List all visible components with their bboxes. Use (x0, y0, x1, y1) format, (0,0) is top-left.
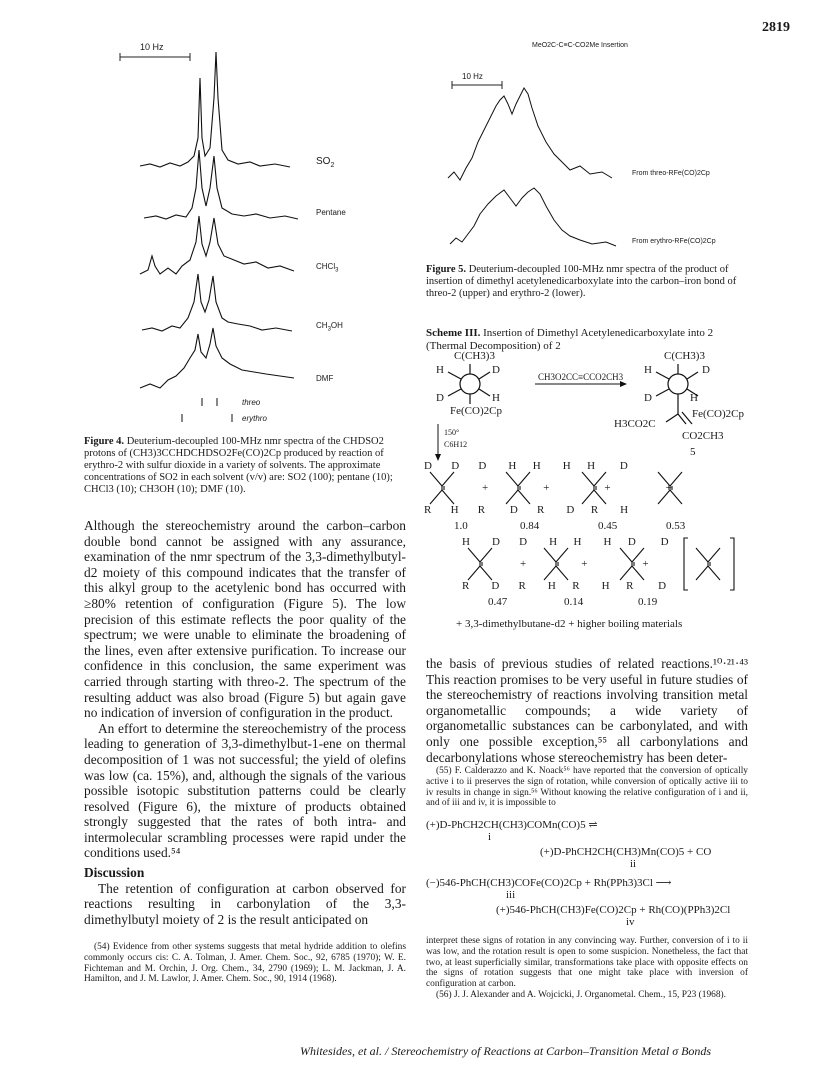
row2-ratio-3: 0.19 (638, 596, 658, 608)
figure5-caption-label: Figure 5. (426, 264, 467, 275)
right-newman-d-top: D (702, 364, 710, 376)
footnote-55-text-b: interpret these signs of rotation in any convincing way. Further, conversion of i to ii was low, and the rotation result is open to some suspicion. Nonetheless, the fact that two, at least superficially similar, transformations take place with opposite effects on the signs of rotation suggests that one might take place with inversion of configuration at carbon. (426, 936, 748, 990)
r1-atoms: D D D H H H H D (424, 460, 628, 472)
scheme3-title-label: Scheme III. (426, 327, 481, 339)
footnote-54-text: (54) Evidence from other systems suggests that metal hydride addition to olefins commonly occurs cis: C. A. Tolman, J. Amer. Chem. Soc., 92, 6785 (1970); W. E. Fichteman and M. Orchin, J. Org. Chem., 34, 2790 (1969); L. M. Jackman, J. A. Hamilton, and J. M. Lawlor, J. Amer. Chem. Soc., 90, 1914 (1968). (84, 942, 406, 985)
row1-ratio-3: 0.45 (598, 520, 618, 532)
spectrum-dmf (140, 328, 294, 388)
left-para-3: The retention of configuration at carbon observed for reactions resulting in carbonylation of the 3,3-dimethylbutyl moiety of 2 is the result anticipated on (84, 880, 406, 927)
row1-ratio-2: 0.84 (520, 520, 540, 532)
left-newman-d-bot: D (436, 392, 444, 404)
condition-solvent: C6H12 (444, 440, 468, 449)
scheme3-reagent: CH3O2CC≡CCO2CH3 (538, 372, 624, 382)
right-newman-h: H (644, 364, 652, 376)
footnote-55 (426, 766, 748, 809)
trace-label-ch3oh: $CH_3OH$ (316, 321, 343, 333)
equation-3-text: (−)546-PhCH(CH3)COFe(CO)2Cp + Rh(PPh3)3Cl ⟶ (426, 877, 672, 889)
trace-label-dmf: DMF (316, 374, 334, 383)
trace-label-pentane: Pentane (316, 208, 346, 217)
right-newman-d-bot: D (644, 392, 652, 404)
r2-plus: + + + (520, 558, 649, 570)
left-newman-h: H (436, 364, 444, 376)
figure4-caption-label: Figure 4. (84, 436, 125, 447)
spectrum-ch3oh (142, 274, 292, 331)
footnote-54 (84, 942, 406, 985)
figure4-caption-text: Deuterium-decoupled 100-MHz nmr spectra of the CHDSO2 protons of (CH3)3CCHDCHDSO2Fe(CO)2Cp produced by reaction of erythro-2 with sulfur dioxide in a variety of solvents. The approximate concentrations of SO2 in each solvent (v/v) are: SO2 (100); pentane (10); CHCl3 (10); CH3OH (10); DMF (10). (84, 436, 393, 495)
equation-1 (426, 818, 748, 843)
row2-ratio-2: 0.14 (564, 596, 584, 608)
equation-1-text: (+)D-PhCH2CH(CH3)COMn(CO)5 ⇌ (426, 819, 598, 831)
right-newman-top: C(CH3)3 (664, 350, 705, 362)
page-number: 2819 (762, 20, 790, 35)
left-para-1: Although the stereochemistry around the carbon–carbon double bond cannot be assigned with any assurance, examination of the nmr spectrum of the 3,3-dimethylbutyl-d2 moiety of this compound indicates that the transfer of this alkyl group to the acetylenic bond has occurred with ≥80% retention of configuration (Figure 5). The low precision of this estimate reflects the poor quality of the spectrum; we were unable to eliminate the broadening of the lines, even after extensive purification. To increase our confidence in this conclusion, the same experiment was carried through starting with threo-2. The spectrum of the resulting adduct was also broad (Figure 5) but again gave no indication of inversion of configuration in the product. (84, 518, 406, 721)
trace-label-so2: $SO_2$ (316, 156, 335, 169)
spectrum-pentane (144, 150, 298, 219)
discussion-heading: Discussion (84, 865, 145, 881)
figure5-title: MeO2C-C≡C-CO2Me Insertion (532, 42, 628, 49)
figure5-caption (426, 264, 746, 300)
scheme3-diagram (420, 350, 760, 640)
equation-2-label: ii (630, 858, 637, 870)
figure4-caption (84, 436, 406, 496)
r2-atoms: H D D H H H D D (462, 536, 669, 548)
figure5-upper-label: From threo-RFe(CO)2Cp (632, 170, 710, 177)
left-newman-top: C(CH3)3 (454, 350, 495, 362)
figure-5 (420, 38, 760, 258)
scheme3-graphics (420, 350, 760, 640)
figure5-caption-text: Deuterium-decoupled 100-MHz nmr spectra of the product of insertion of dimethyl acetylenedicarboxylate into the carbon–iron bond of threo-2 (upper) and erythro-2 (lower). (426, 264, 737, 299)
equation-2 (540, 846, 750, 870)
equation-4 (496, 904, 748, 928)
figure4-spectra (110, 38, 310, 430)
footnote-56-text: (56) J. J. Alexander and A. Wojcicki, J. Organometal. Chem., 15, P23 (1968). (436, 989, 726, 1000)
trace-label-chcl3: CHCl$_3$ (316, 262, 339, 274)
condition-temp: 150° (444, 428, 460, 437)
spectrum-chcl3 (140, 216, 294, 274)
figure4-scale-label: 10 Hz (140, 42, 164, 52)
figure-4 (110, 38, 420, 430)
right-ester-2: CO2CH3 (682, 430, 724, 442)
figure5-lower-label: From erythro-RFe(CO)2Cp (632, 238, 716, 245)
right-column (426, 656, 748, 765)
row2-ratio-1: 0.47 (488, 596, 508, 608)
scheme3-title-text: Insertion of Dimethyl Acetylenedicarboxylate into 2 (Thermal Decomposition) of 2 (426, 327, 714, 352)
scheme3-tail: + 3,3-dimethylbutane-d2 + higher boiling materials (456, 618, 683, 630)
r2-atoms-bot: R D R H R H R D (462, 580, 667, 592)
left-newman-d-top: D (492, 364, 500, 376)
figure5-scale-label: 10 Hz (462, 72, 483, 81)
equation-3-label: iii (506, 889, 516, 901)
threo-label: threo (242, 398, 261, 407)
running-footer: Whitesides, et al. / Stereochemistry of Reactions at Carbon–Transition Metal σ Bonds (300, 1044, 712, 1058)
left-column (84, 518, 406, 927)
spectrum-so2 (140, 52, 290, 167)
right-newman-fe: Fe(CO)2Cp (692, 408, 744, 420)
right-newman-h-bot: H (690, 392, 698, 404)
r1-plus: + + + + (482, 482, 672, 494)
equation-1-label: i (488, 831, 492, 843)
row1-ratio-4: 0.53 (666, 520, 686, 532)
footnote-55-text-a: (55) F. Calderazzo and K. Noack⁵⁶ have reported that the conversion of optically active i to ii preserves the sign of rotation, while conversion of optically active iii to iv results in change in sign.⁵⁶ Without knowing the relative configuration of i and ii, and of iii and iv, it is impossible to (426, 766, 748, 809)
spectrum-erythro-adduct (450, 188, 616, 246)
r1-atoms-bot: R H R D R D R H (424, 504, 629, 516)
equation-4-text: (+)546-PhCH(CH3)Fe(CO)2Cp + Rh(CO)(PPh3)2Cl (496, 904, 731, 916)
erythro-label: erythro (242, 414, 267, 423)
spectrum-threo-adduct (448, 88, 612, 180)
figure5-spectra (420, 38, 640, 258)
equation-2-text: (+)D-PhCH2CH(CH3)Mn(CO)5 + CO (540, 846, 712, 858)
right-para-1: the basis of previous studies of related reactions.¹⁰·²¹·⁴³ This reaction promises to be very useful in future studies of the stereochemistry of reactions involving transition metal organometallic compounds; a wide variety of organometallic substances can be carbonylated, and with only one possible exception,⁵⁵ all carbonylations and decarbonylations whose stereochemistry has been deter- (426, 656, 748, 765)
row1-ratio-1: 1.0 (454, 520, 468, 532)
equation-4-label: iv (626, 916, 635, 928)
right-ester-1: H3CO2C (614, 418, 656, 430)
left-newman-fe: Fe(CO)2Cp (450, 405, 502, 417)
left-newman-h-bot: H (492, 392, 500, 404)
equation-3 (426, 876, 748, 901)
compound-5-label: 5 (690, 446, 696, 458)
footnote-55-continued (426, 936, 748, 1001)
left-para-2: An effort to determine the stereochemistry of the process leading to generation of 3,3-dimethylbut-1-ene on thermal decomposition of 1 was not successful; the yield of olefins was low (ca. 15%), and, although the signals of the various possible isotopic substitution patterns could be clearly resolved (Figure 6), the mixture of products obtained strongly suggested that the rates of both intra- and intermolecular scrambling processes were rapid under the conditions used.⁵⁴ (84, 720, 406, 861)
